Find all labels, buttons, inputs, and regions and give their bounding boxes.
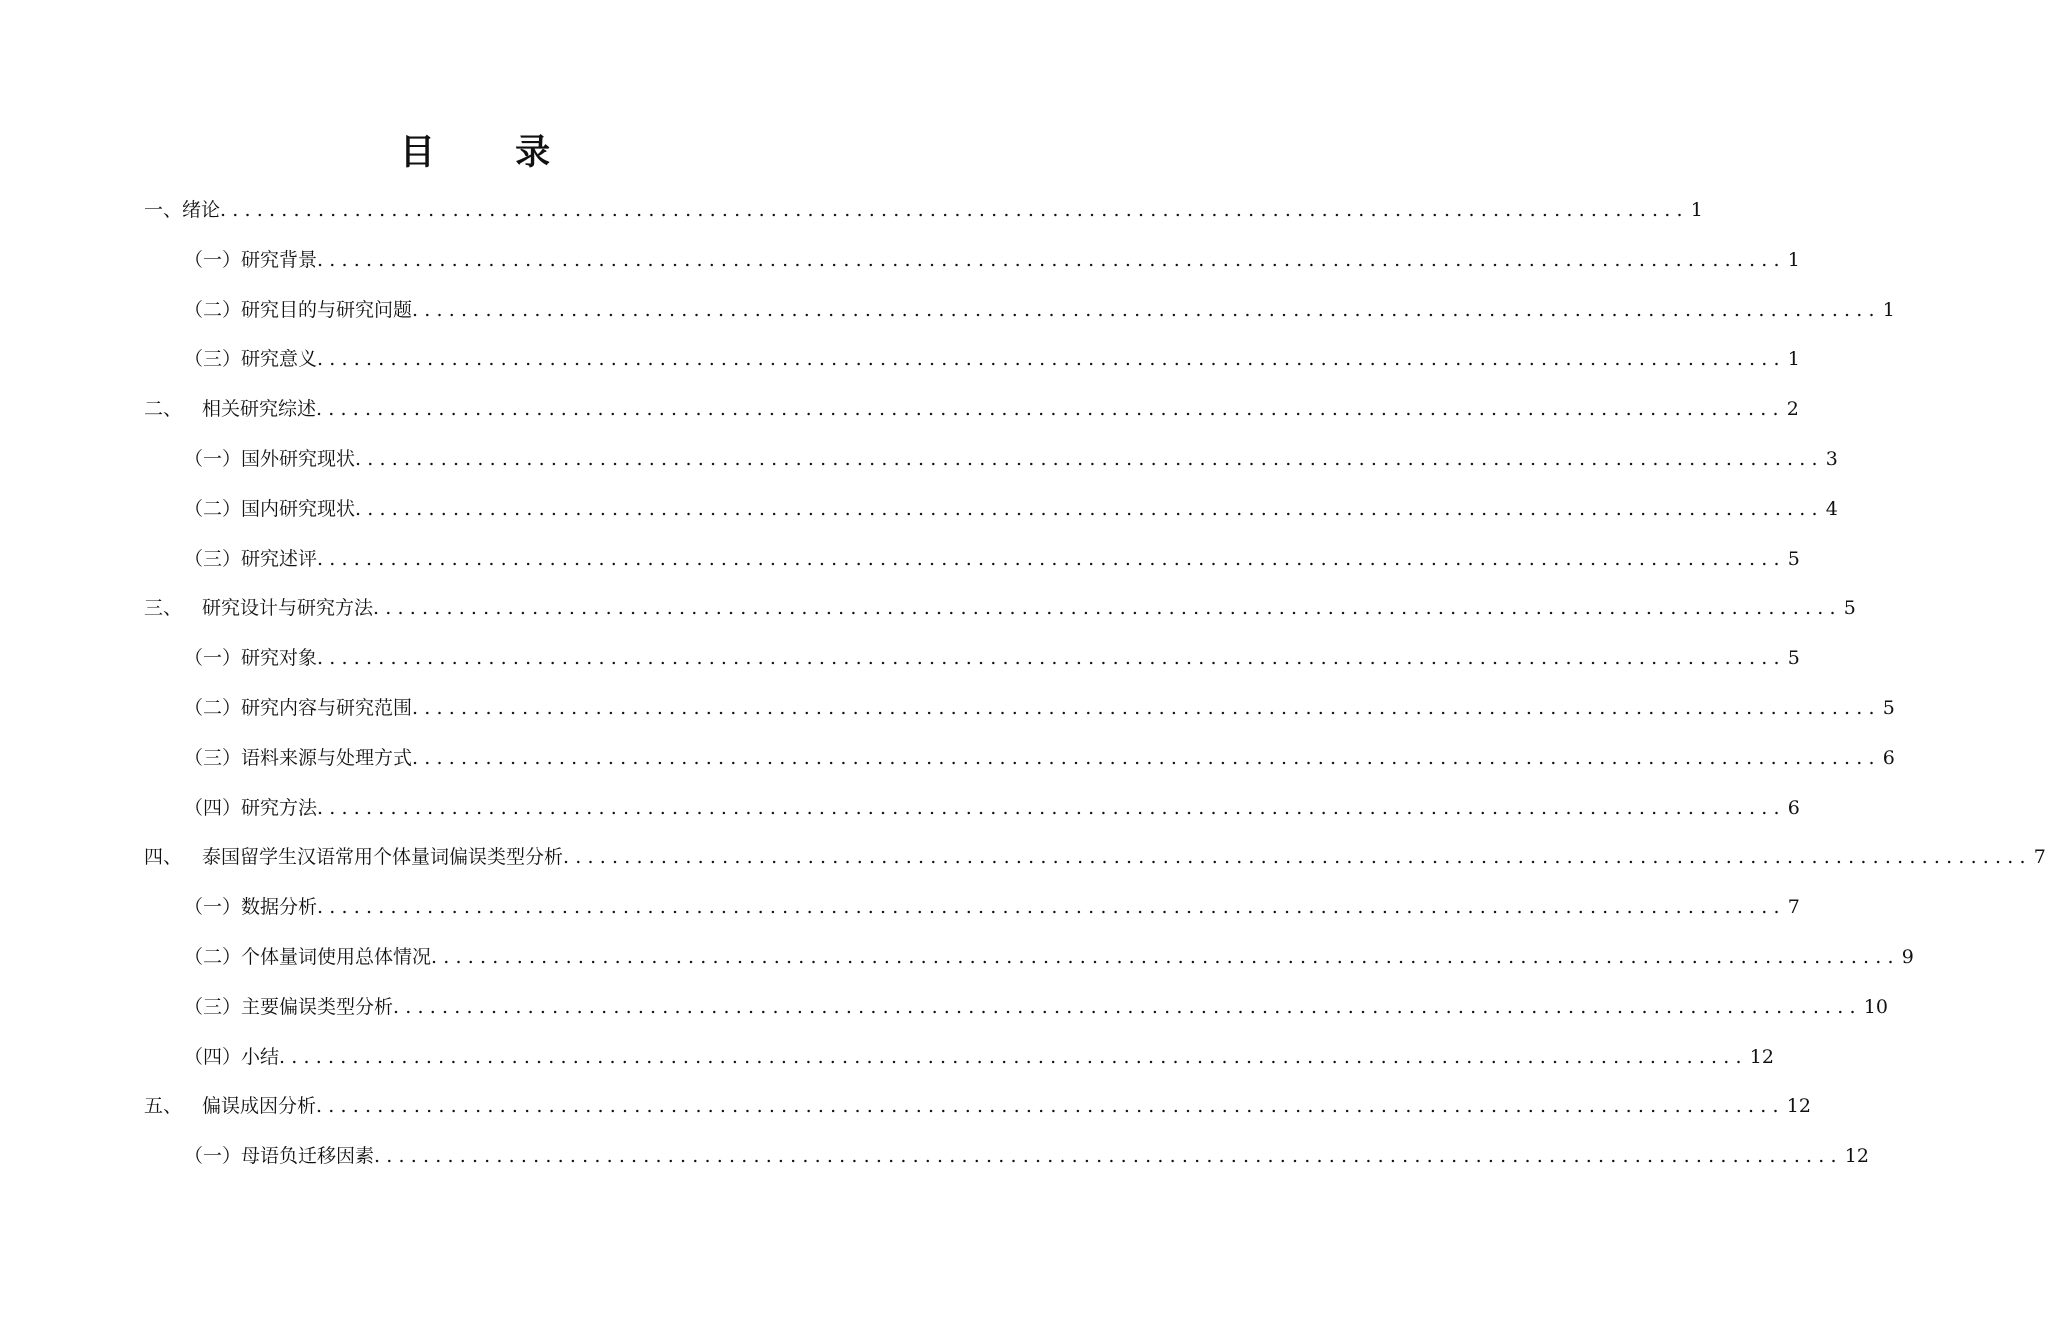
toc-entry[interactable] xyxy=(184,688,1895,728)
toc-entry-label xyxy=(184,987,393,1027)
toc-entry-number: （三） xyxy=(184,547,242,570)
toc-page-number: 5 xyxy=(1882,697,1895,719)
toc-entry-text: 研究意义 xyxy=(241,348,318,371)
toc-leader-dots: ........................................................................................................................ xyxy=(317,647,1786,670)
toc-page-number: 6 xyxy=(1882,746,1895,769)
toc-entry-text: 绪论 xyxy=(182,199,221,221)
toc-entry[interactable] xyxy=(184,987,1888,1027)
toc-entry[interactable] xyxy=(184,788,1800,828)
toc-entry-label xyxy=(184,1037,279,1077)
toc-entry-number: 一、 xyxy=(144,199,183,221)
toc-entry[interactable] xyxy=(144,190,1703,230)
toc-leader-dots: ........................................................................................................................ xyxy=(373,597,1842,620)
toc-entry-number: （一） xyxy=(184,647,242,670)
toc-page-number: 2 xyxy=(1786,398,1799,421)
toc-entry[interactable] xyxy=(144,389,1799,429)
toc-entry-text: 研究设计与研究方法 xyxy=(202,597,374,620)
toc-leader-dots: ........................................................................................................................ xyxy=(317,348,1786,371)
toc-entry-label xyxy=(184,240,317,280)
toc-entry[interactable] xyxy=(184,339,1800,379)
toc-entry-text: 个体量词使用总体情况 xyxy=(241,946,432,968)
toc-entry[interactable] xyxy=(184,1037,1774,1077)
toc-entry-number: （四） xyxy=(184,796,242,819)
toc-entry-text: 泰国留学生汉语常用个体量词偏误类型分析 xyxy=(202,846,564,869)
toc-entry-label xyxy=(144,1086,316,1126)
toc-entry-number: （三） xyxy=(184,746,242,769)
toc-leader-dots: ........................................................................................................................ xyxy=(563,846,2032,869)
toc-entry-number: （三） xyxy=(184,348,242,371)
toc-leader-dots: ........................................................................................................................ xyxy=(355,448,1824,470)
toc-entry[interactable] xyxy=(184,738,1895,778)
toc-page-number: 4 xyxy=(1825,497,1838,520)
toc-entry[interactable] xyxy=(184,290,1895,330)
toc-leader-dots: ........................................................................................................................ xyxy=(412,298,1881,321)
toc-entry-text: 研究背景 xyxy=(241,248,318,271)
toc-leader-dots: ........................................................................................................................ xyxy=(317,796,1786,819)
toc-page-number: 12 xyxy=(1749,1045,1774,1068)
toc-leader-dots: ........................................................................................................................ xyxy=(220,199,1689,221)
toc-entry-label xyxy=(144,190,220,230)
toc-page-number: 1 xyxy=(1690,199,1703,221)
toc-entry-label xyxy=(184,887,317,927)
toc-entry-label xyxy=(144,389,316,429)
toc-entry-label xyxy=(184,788,317,828)
toc-entry-text: 小结 xyxy=(241,1045,280,1068)
toc-leader-dots: ........................................................................................................................ xyxy=(412,697,1881,719)
toc-entry[interactable] xyxy=(184,489,1838,529)
toc-entry-label xyxy=(184,290,412,330)
toc-page-number: 9 xyxy=(1901,946,1914,968)
toc-entry-text: 研究对象 xyxy=(241,647,318,670)
toc-entry-label xyxy=(184,539,317,579)
toc-entry-number: （二） xyxy=(184,497,242,520)
toc-entry-number: （一） xyxy=(184,1145,242,1168)
toc-page-number: 12 xyxy=(1844,1145,1869,1168)
toc-leader-dots: ........................................................................................................................ xyxy=(393,995,1862,1018)
toc-entry-text: 国外研究现状 xyxy=(241,448,356,470)
toc-entry-text: 主要偏误类型分析 xyxy=(241,995,394,1018)
toc-entry-label xyxy=(184,439,355,479)
toc-entry-number: 三、 xyxy=(144,597,183,620)
toc-page-number: 7 xyxy=(2033,846,2046,869)
toc-leader-dots: ........................................................................................................................ xyxy=(355,497,1824,520)
toc-leader-dots: ........................................................................................................................ xyxy=(316,1095,1785,1118)
toc-entry-label xyxy=(184,1136,374,1176)
toc-leader-dots: ........................................................................................................................ xyxy=(317,248,1786,271)
toc-page-number: 3 xyxy=(1825,448,1838,470)
toc-entry-text: 相关研究综述 xyxy=(202,398,317,421)
toc-entry[interactable] xyxy=(184,1136,1869,1176)
toc-entry-label xyxy=(184,339,317,379)
toc-entry-text: 国内研究现状 xyxy=(241,497,356,520)
toc-entry-number: （三） xyxy=(184,995,242,1018)
toc-entry-label xyxy=(184,937,431,977)
toc-entry[interactable] xyxy=(184,887,1800,927)
toc-page-number: 5 xyxy=(1787,647,1800,670)
toc-entry-text: 研究述评 xyxy=(241,547,318,570)
toc-leader-dots: ........................................................................................................................ xyxy=(431,946,1900,968)
toc-entry[interactable] xyxy=(184,539,1800,579)
toc-entry-number: 五、 xyxy=(144,1095,183,1118)
toc-entry-number: （二） xyxy=(184,946,242,968)
toc-title: 目 录 xyxy=(399,133,585,173)
toc-page-number: 5 xyxy=(1843,597,1856,620)
toc-entry-number: 二、 xyxy=(144,398,183,421)
toc-entry-number: （一） xyxy=(184,896,242,919)
toc-page-number: 1 xyxy=(1882,298,1895,321)
toc-leader-dots: ........................................................................................................................ xyxy=(279,1045,1748,1068)
toc-entry-number: （二） xyxy=(184,298,242,321)
toc-entry-text: 母语负迁移因素 xyxy=(241,1145,375,1168)
toc-entry[interactable] xyxy=(184,638,1800,678)
toc-entry-number: （一） xyxy=(184,248,242,271)
toc-page-number: 12 xyxy=(1786,1095,1811,1118)
toc-leader-dots: ........................................................................................................................ xyxy=(316,398,1785,421)
toc-entry-text: 研究目的与研究问题 xyxy=(241,298,413,321)
toc-entry[interactable] xyxy=(184,240,1800,280)
toc-entry[interactable] xyxy=(144,837,2046,877)
toc-entry[interactable] xyxy=(144,1086,1811,1126)
toc-entry-number: 四、 xyxy=(144,846,183,869)
toc-leader-dots: ........................................................................................................................ xyxy=(317,896,1786,919)
toc-entry-text: 数据分析 xyxy=(241,896,318,919)
toc-entry-label xyxy=(184,738,412,778)
toc-entry-label xyxy=(144,588,373,628)
toc-page-number: 10 xyxy=(1863,995,1888,1018)
toc-entry-text: 语料来源与处理方式 xyxy=(241,746,413,769)
toc-entry[interactable] xyxy=(184,937,1914,977)
toc-leader-dots: ........................................................................................................................ xyxy=(317,547,1786,570)
toc-leader-dots: ........................................................................................................................ xyxy=(412,746,1881,769)
toc-entry-label xyxy=(184,638,317,678)
toc-entry-label xyxy=(144,837,563,877)
toc-entry-text: 研究内容与研究范围 xyxy=(241,697,413,719)
toc-page-number: 1 xyxy=(1787,248,1800,271)
toc-entry-number: （四） xyxy=(184,1045,242,1068)
toc-entry-label xyxy=(184,688,412,728)
toc-entry-text: 偏误成因分析 xyxy=(202,1095,317,1118)
toc-page-number: 5 xyxy=(1787,547,1800,570)
toc-entry[interactable] xyxy=(184,439,1838,479)
toc-entry-number: （一） xyxy=(184,448,242,470)
toc-entry[interactable] xyxy=(144,588,1856,628)
toc-page-number: 1 xyxy=(1787,348,1800,371)
toc-leader-dots: ........................................................................................................................ xyxy=(374,1145,1843,1168)
toc-entry-number: （二） xyxy=(184,697,242,719)
toc-page-number: 7 xyxy=(1787,896,1800,919)
toc-entry-text: 研究方法 xyxy=(241,796,318,819)
toc-page-number: 6 xyxy=(1787,796,1800,819)
toc-entry-label xyxy=(184,489,355,529)
